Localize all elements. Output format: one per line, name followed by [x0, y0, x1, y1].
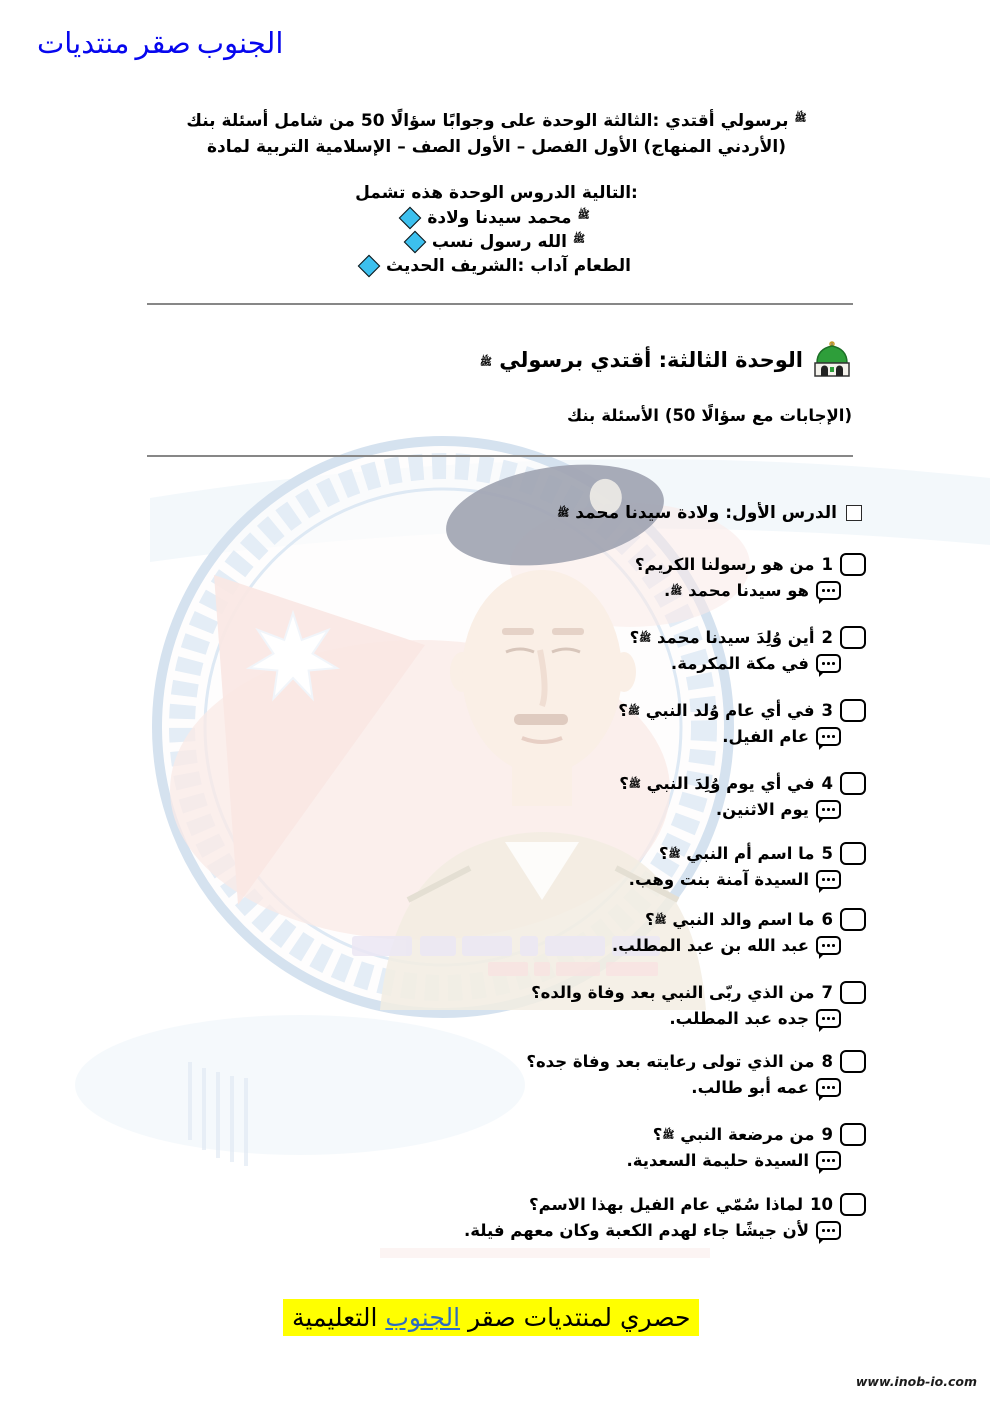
question-row — [626, 1123, 866, 1146]
answer-text: عمه أبو طالب. — [691, 1078, 809, 1097]
answer-row — [626, 1151, 841, 1170]
answer-text: لأن جيشًا جاء لهدم الكعبة وكان معهم فيلة. — [464, 1221, 809, 1240]
rounded-box-icon — [840, 699, 866, 722]
question-text: في أي يوم وُلِدَ النبي ﷺ؟ — [619, 774, 815, 793]
rounded-box-icon — [840, 553, 866, 576]
question-row — [464, 1193, 866, 1216]
speech-bubble-icon — [816, 1009, 841, 1028]
speech-bubble-icon — [816, 1221, 841, 1240]
lesson-bullet-label: نسب رسول الله ﷺ — [431, 232, 586, 252]
question-text: ما اسم أم النبي ﷺ؟ — [658, 844, 815, 863]
unit-title-row — [480, 341, 852, 378]
answer-row — [618, 727, 841, 746]
horizontal-rule — [147, 303, 853, 305]
qa-block — [526, 1050, 866, 1097]
question-text: ما اسم والد النبي ﷺ؟ — [644, 910, 815, 929]
question-number: 2 — [821, 628, 833, 647]
question-text: في أي عام وُلد النبي ﷺ؟ — [618, 701, 815, 720]
question-row — [618, 699, 866, 722]
speech-bubble-icon — [816, 936, 841, 955]
lessons-list — [0, 206, 993, 278]
qa-block — [612, 908, 866, 955]
question-text: من الذي تولى رعايته بعد وفاة جده؟ — [526, 1052, 815, 1071]
qa-block — [630, 626, 866, 673]
question-number: 6 — [821, 910, 833, 929]
question-number: 5 — [821, 844, 833, 863]
speech-bubble-icon — [816, 800, 841, 819]
answer-text: جده عبد المطلب. — [669, 1009, 809, 1028]
question-number: 10 — [810, 1195, 833, 1214]
rounded-box-icon — [840, 1193, 866, 1216]
answer-text: هو سيدنا محمد ﷺ. — [664, 581, 809, 600]
rounded-box-icon — [840, 1123, 866, 1146]
cyan-diamond-icon — [399, 207, 422, 230]
lesson-heading-row — [557, 503, 862, 523]
qa-block — [618, 699, 866, 746]
horizontal-rule — [147, 455, 853, 457]
question-number: 1 — [821, 555, 833, 574]
question-text: من مرضعة النبي ﷺ؟ — [652, 1125, 815, 1144]
speech-bubble-icon — [816, 654, 841, 673]
footer-link[interactable]: الجنوب — [385, 1303, 461, 1332]
speech-bubble-icon — [816, 870, 841, 889]
speech-bubble-icon — [816, 581, 841, 600]
answer-row — [531, 1009, 841, 1028]
answer-row — [464, 1221, 841, 1240]
question-number: 3 — [821, 701, 833, 720]
includes-title: تشمل هذه الوحدة الدروس التالية: — [355, 183, 638, 203]
answer-text: السيدة حليمة السعدية. — [626, 1151, 809, 1170]
footer-highlight — [283, 1299, 699, 1336]
question-row — [619, 772, 866, 795]
lesson-bullet-label: ولادة سيدنا محمد ﷺ — [427, 208, 590, 228]
question-number: 7 — [821, 983, 833, 1002]
question-row — [612, 908, 866, 931]
square-icon — [846, 505, 862, 521]
qa-block — [635, 553, 866, 600]
question-number: 8 — [821, 1052, 833, 1071]
question-number: 9 — [821, 1125, 833, 1144]
question-row — [526, 1050, 866, 1073]
speech-bubble-icon — [816, 1078, 841, 1097]
question-row — [531, 981, 866, 1004]
lesson-bullet-item — [0, 230, 993, 254]
cyan-diamond-icon — [404, 231, 427, 254]
rounded-box-icon — [840, 626, 866, 649]
cyan-diamond-icon — [358, 255, 381, 278]
lesson-heading: الدرس الأول: ولادة سيدنا محمد ﷺ — [557, 503, 837, 523]
unit-subtitle: بنك الأسئلة (50 سؤالًا مع الإجابات) — [566, 406, 852, 425]
answer-text: يوم الاثنين. — [715, 800, 809, 819]
rounded-box-icon — [840, 772, 866, 795]
rounded-box-icon — [840, 1050, 866, 1073]
speech-bubble-icon — [816, 727, 841, 746]
header-line-1: بنك أسئلة شامل من 50 سؤالًا وجوابًا على الوحدة الثالثة: أقتدي برسولي ﷺ — [186, 111, 807, 131]
qa-block — [464, 1193, 866, 1240]
answer-text: عام الفيل. — [722, 727, 809, 746]
lesson-bullet-item — [0, 254, 993, 278]
footer-text-pre: حصري لمنتديات صقر — [468, 1303, 691, 1332]
answer-text: في مكة المكرمة. — [670, 654, 809, 673]
qa-block — [619, 772, 866, 819]
question-number: 4 — [821, 774, 833, 793]
lesson-bullet-label: الحديث الشريف: آداب الطعام — [386, 256, 631, 276]
question-text: من الذي ربّى النبي بعد وفاة والده؟ — [531, 983, 815, 1002]
forum-title: منتديات صقر الجنوب — [37, 26, 284, 60]
url-watermark: www.inob-io.com — [855, 1374, 977, 1389]
answer-row — [619, 800, 841, 819]
qa-block — [626, 1123, 866, 1170]
mosque-icon — [812, 341, 852, 378]
question-row — [629, 842, 866, 865]
question-text: أين وُلِدَ سيدنا محمد ﷺ؟ — [629, 628, 815, 647]
rounded-box-icon — [840, 981, 866, 1004]
qa-block — [531, 981, 866, 1028]
question-text: من هو رسولنا الكريم؟ — [634, 555, 815, 574]
unit-title: الوحدة الثالثة: أقتدي برسولي ﷺ — [479, 347, 803, 372]
answer-row — [629, 870, 841, 889]
rounded-box-icon — [840, 842, 866, 865]
qa-block — [629, 842, 866, 889]
document-header — [0, 108, 993, 278]
answer-text: عبد الله بن عبد المطلب. — [611, 936, 809, 955]
answer-row — [612, 936, 841, 955]
speech-bubble-icon — [816, 1151, 841, 1170]
answer-text: السيدة آمنة بنت وهب. — [628, 870, 809, 889]
question-row — [635, 553, 866, 576]
question-text: لماذا سُمّي عام الفيل بهذا الاسم؟ — [529, 1195, 804, 1214]
footer — [283, 1299, 699, 1336]
lesson-bullet-item — [0, 206, 993, 230]
rounded-box-icon — [840, 908, 866, 931]
header-line-2: لمادة التربية الإسلامية – الصف الأول – الفصل الأول (المنهاج الأردني) — [207, 137, 786, 157]
footer-text-post: التعليمية — [292, 1303, 378, 1332]
answer-row — [526, 1078, 841, 1097]
answer-row — [635, 581, 841, 600]
answer-row — [630, 654, 841, 673]
question-row — [630, 626, 866, 649]
